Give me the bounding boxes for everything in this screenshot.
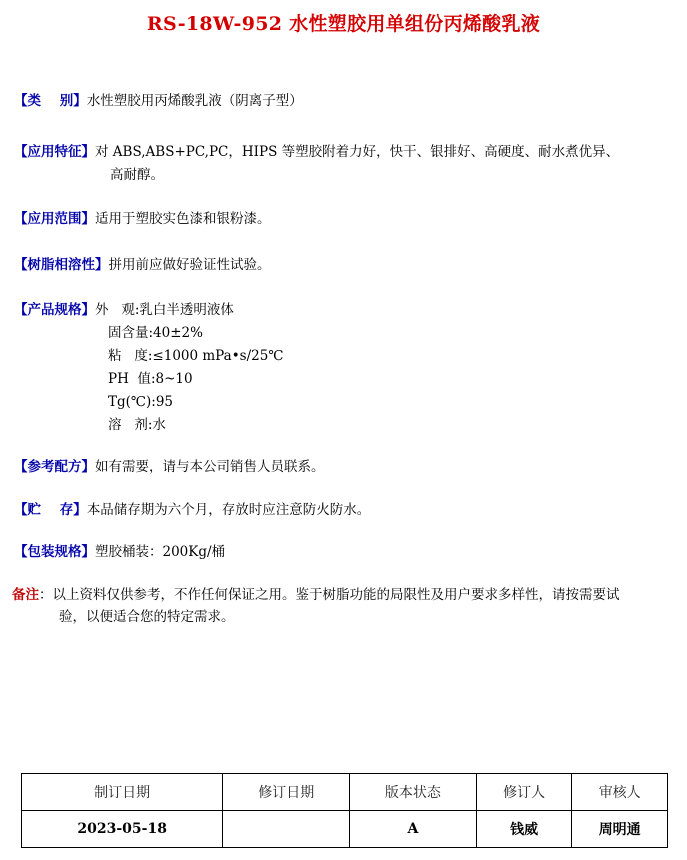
section-label: 【产品规格】: [14, 302, 95, 318]
section-text: 塑胶桶装：200Kg/桶: [95, 544, 226, 560]
revision-header-row: [22, 774, 668, 811]
section-text: 如有需要，请与本公司销售人员联系。: [95, 459, 325, 475]
spec-appearance: 外 观:乳白半透明液体: [95, 302, 234, 318]
section-storage: [14, 499, 674, 522]
header-cell-reviser: 修订人: [476, 774, 572, 811]
section-resin-compatibility: [14, 254, 674, 277]
section-text: 拼用前应做好验证性试验。: [108, 257, 271, 273]
header-cell-version: 版本状态: [350, 774, 477, 811]
section-text: 适用于塑胶实色漆和银粉漆。: [95, 211, 271, 227]
section-application-scope: [14, 208, 674, 231]
section-category: [14, 90, 674, 113]
section-product-specs: [14, 299, 674, 437]
spec-solvent: 溶 剂:水: [108, 417, 166, 433]
note-label: 备注: [12, 587, 39, 603]
section-label: 【包装规格】: [14, 544, 95, 560]
section-text: 本品储存期为六个月，存放时应注意防火防水。: [86, 502, 371, 518]
disclaimer-note: [12, 584, 677, 628]
section-label: 【应用特征】: [14, 144, 95, 160]
section-application-features: [14, 141, 674, 187]
section-text-continued: 高耐醇。: [110, 167, 164, 183]
spec-tg: Tg(℃):95: [108, 394, 174, 410]
value-cell-reviser: 钱威: [476, 811, 572, 848]
value-cell-reviewer: 周明通: [572, 811, 668, 848]
section-text: 对 ABS,ABS+PC,PC，HIPS 等塑胶附着力好，快干、银排好、高硬度、耐水煮优异、: [95, 144, 620, 160]
section-packaging: [14, 541, 674, 564]
note-text: ：以上资料仅供参考，不作任何保证之用。鉴于树脂功能的局限性及用户要求多样性，请按需要试: [39, 587, 620, 603]
section-label: 【应用范围】: [14, 211, 95, 227]
header-cell-reviewer: 审核人: [572, 774, 668, 811]
revision-table: [21, 773, 668, 848]
section-label: 【贮 存】: [14, 502, 87, 518]
spec-viscosity: 粘 度:≤1000 mPa•s/25℃: [108, 348, 284, 364]
section-label: 【类 别】: [14, 93, 87, 109]
section-label: 【参考配方】: [14, 459, 95, 475]
section-text: 水性塑胶用丙烯酸乳液（阴离子型）: [86, 93, 303, 109]
spec-solid-content: 固含量:40±2%: [108, 325, 203, 341]
header-cell-revision-date: 修订日期: [223, 774, 350, 811]
document-title: RS-18W-952 水性塑胶用单组份丙烯酸乳液: [146, 13, 541, 35]
spec-ph: PH 值:8~10: [108, 371, 193, 387]
section-label: 【树脂相溶性】: [14, 257, 109, 273]
section-reference-formula: [14, 456, 674, 479]
value-cell-issue-date: 2023-05-18: [22, 811, 223, 848]
note-text-continued: 验，以便适合您的特定需求。: [59, 609, 235, 625]
header-cell-issue-date: 制订日期: [22, 774, 223, 811]
revision-value-row: [22, 811, 668, 848]
value-cell-revision-date: [223, 811, 350, 848]
value-cell-version: A: [350, 811, 477, 848]
